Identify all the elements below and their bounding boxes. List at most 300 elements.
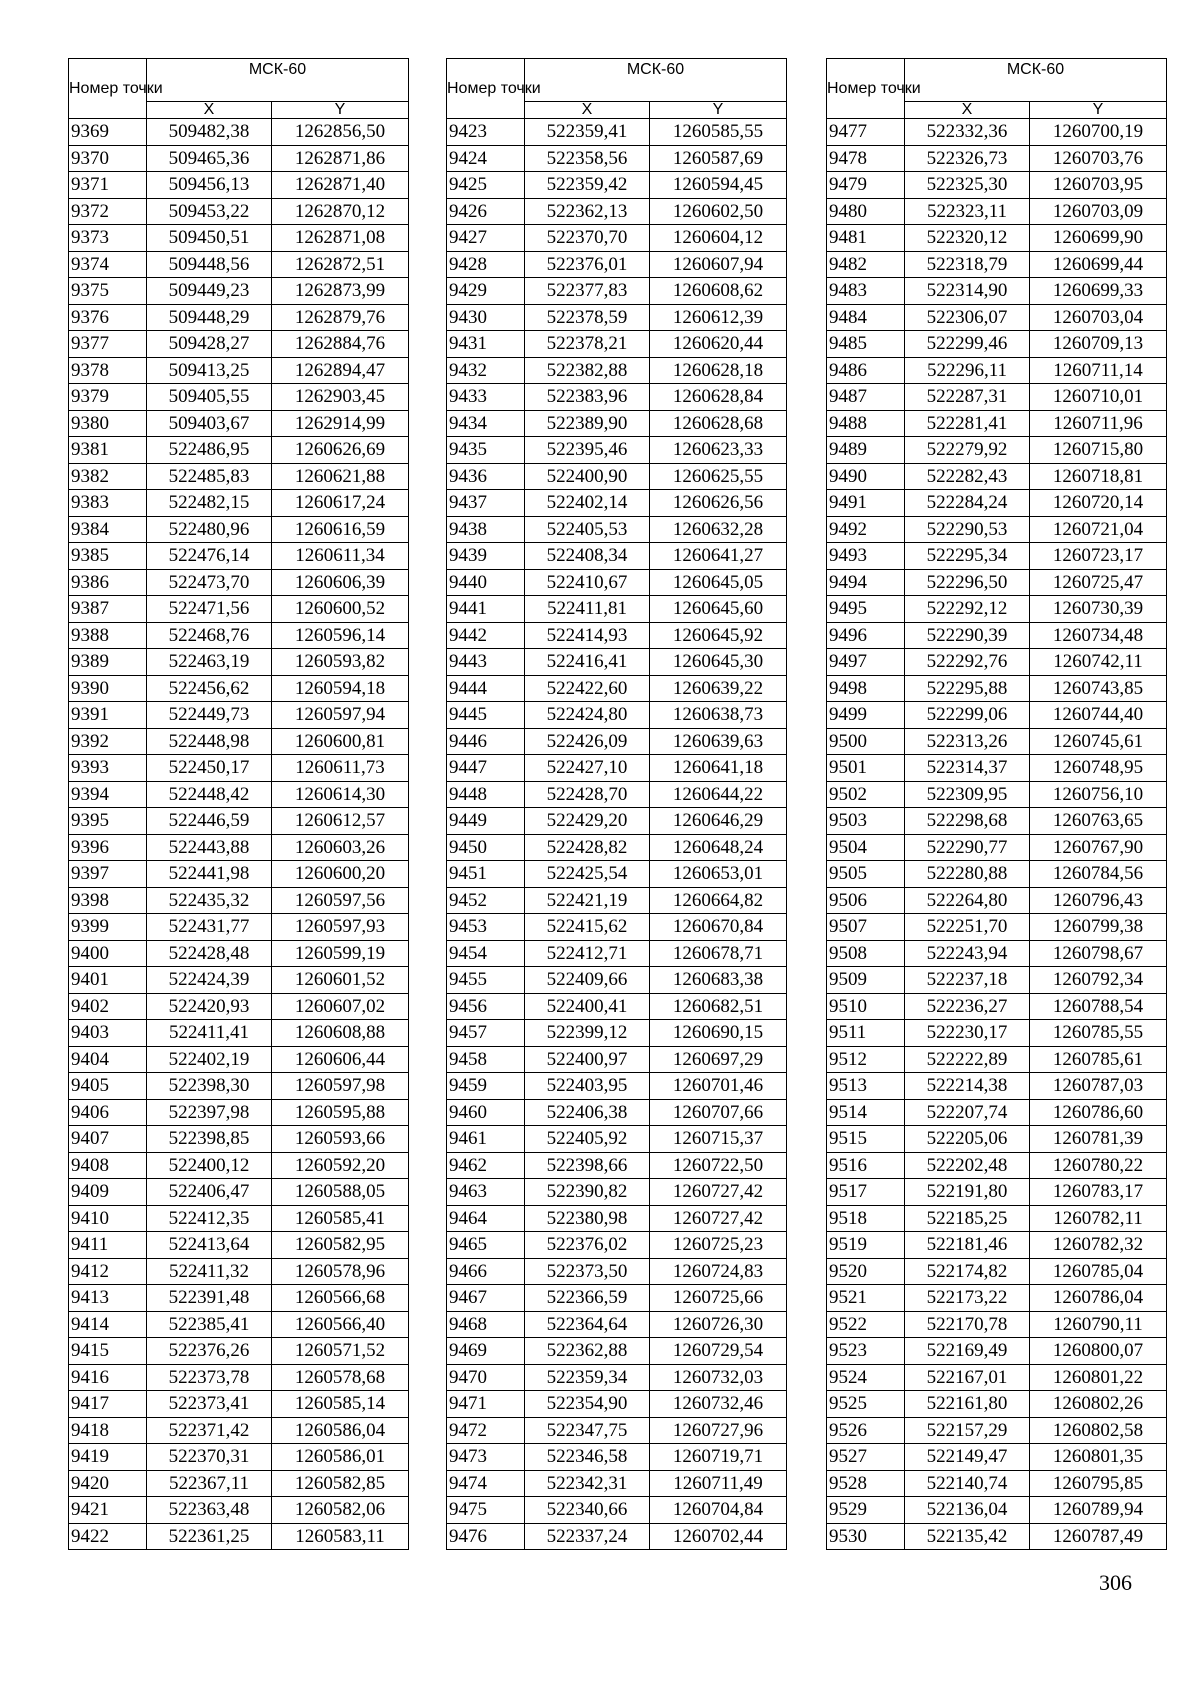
table-row: [447, 384, 787, 411]
x-coordinate-cell: 522359,42: [525, 172, 650, 199]
point-number-cell: 9410: [69, 1205, 147, 1232]
x-coordinate-cell: 509449,23: [147, 278, 272, 305]
y-coordinate-cell: 1260601,52: [272, 967, 409, 994]
table-row: [69, 1258, 409, 1285]
x-coordinate-cell: 522347,75: [525, 1417, 650, 1444]
table-row: [69, 1179, 409, 1206]
y-coordinate-cell: 1260790,11: [1030, 1311, 1167, 1338]
point-number-cell: 9407: [69, 1126, 147, 1153]
y-coordinate-cell: 1260600,20: [272, 861, 409, 888]
coordinate-system-header: МСК-60: [147, 59, 409, 102]
y-coordinate-cell: 1260727,42: [650, 1205, 787, 1232]
x-coordinate-cell: 522191,80: [905, 1179, 1030, 1206]
y-coordinate-cell: 1260785,61: [1030, 1046, 1167, 1073]
x-coordinate-cell: 522383,96: [525, 384, 650, 411]
point-number-cell: 9411: [69, 1232, 147, 1259]
point-number-header: Номер точки: [69, 59, 147, 119]
table-row: [69, 1099, 409, 1126]
x-coordinate-cell: 522405,53: [525, 516, 650, 543]
point-number-cell: 9500: [827, 728, 905, 755]
x-coordinate-cell: 522373,50: [525, 1258, 650, 1285]
y-coordinate-cell: 1260800,07: [1030, 1338, 1167, 1365]
x-coordinate-cell: 522420,93: [147, 993, 272, 1020]
y-coordinate-cell: 1260700,19: [1030, 119, 1167, 146]
x-coordinate-cell: 522323,11: [905, 198, 1030, 225]
x-coordinate-cell: 509428,27: [147, 331, 272, 358]
table-row: [69, 543, 409, 570]
coordinate-table-1: [68, 58, 409, 1550]
y-column-header: Y: [1030, 102, 1167, 119]
table-row: [447, 119, 787, 146]
y-coordinate-cell: 1260785,04: [1030, 1258, 1167, 1285]
point-number-cell: 9381: [69, 437, 147, 464]
point-number-cell: 9524: [827, 1364, 905, 1391]
y-coordinate-cell: 1262871,40: [272, 172, 409, 199]
point-number-cell: 9389: [69, 649, 147, 676]
table-row: [827, 145, 1167, 172]
y-coordinate-cell: 1260780,22: [1030, 1152, 1167, 1179]
table-row: [827, 490, 1167, 517]
y-coordinate-cell: 1260607,02: [272, 993, 409, 1020]
y-coordinate-cell: 1260621,88: [272, 463, 409, 490]
table-row: [69, 490, 409, 517]
point-number-cell: 9394: [69, 781, 147, 808]
point-number-cell: 9499: [827, 702, 905, 729]
table-row: [69, 463, 409, 490]
table-row: [827, 543, 1167, 570]
table-row: [69, 1285, 409, 1312]
x-coordinate-cell: 522486,95: [147, 437, 272, 464]
point-number-cell: 9502: [827, 781, 905, 808]
y-coordinate-cell: 1260586,01: [272, 1444, 409, 1471]
y-coordinate-cell: 1262872,51: [272, 251, 409, 278]
x-coordinate-cell: 522424,80: [525, 702, 650, 729]
table-row: [447, 1073, 787, 1100]
point-number-cell: 9436: [447, 463, 525, 490]
y-coordinate-cell: 1260639,63: [650, 728, 787, 755]
point-number-cell: 9516: [827, 1152, 905, 1179]
table-row: [69, 728, 409, 755]
table-row: [447, 649, 787, 676]
x-coordinate-cell: 522361,25: [147, 1523, 272, 1550]
y-column-header: Y: [272, 102, 409, 119]
x-coordinate-cell: 522378,21: [525, 331, 650, 358]
table-row: [447, 225, 787, 252]
table-row: [447, 437, 787, 464]
x-coordinate-cell: 522414,93: [525, 622, 650, 649]
point-number-cell: 9468: [447, 1311, 525, 1338]
table-row: [447, 1417, 787, 1444]
y-coordinate-cell: 1262894,47: [272, 357, 409, 384]
x-coordinate-cell: 522397,98: [147, 1099, 272, 1126]
table-row: [447, 1364, 787, 1391]
table-row: [827, 967, 1167, 994]
x-coordinate-cell: 522298,68: [905, 808, 1030, 835]
table-row: [827, 1497, 1167, 1524]
y-coordinate-cell: 1260697,29: [650, 1046, 787, 1073]
y-coordinate-cell: 1260802,26: [1030, 1391, 1167, 1418]
table-row: [69, 702, 409, 729]
table-row: [827, 1258, 1167, 1285]
point-number-cell: 9431: [447, 331, 525, 358]
x-coordinate-cell: 522406,47: [147, 1179, 272, 1206]
y-coordinate-cell: 1260586,04: [272, 1417, 409, 1444]
point-number-cell: 9422: [69, 1523, 147, 1550]
table-row: [69, 251, 409, 278]
y-coordinate-cell: 1260784,56: [1030, 861, 1167, 888]
point-number-cell: 9479: [827, 172, 905, 199]
table-row: [69, 384, 409, 411]
table-row: [69, 887, 409, 914]
point-number-cell: 9527: [827, 1444, 905, 1471]
point-number-cell: 9449: [447, 808, 525, 835]
table-row: [447, 1205, 787, 1232]
coordinate-system-header: МСК-60: [525, 59, 787, 102]
y-coordinate-cell: 1260720,14: [1030, 490, 1167, 517]
point-number-cell: 9438: [447, 516, 525, 543]
x-coordinate-cell: 522320,12: [905, 225, 1030, 252]
x-coordinate-cell: 522295,88: [905, 675, 1030, 702]
x-coordinate-cell: 509456,13: [147, 172, 272, 199]
table-row: [69, 1205, 409, 1232]
y-coordinate-cell: 1260734,48: [1030, 622, 1167, 649]
y-coordinate-cell: 1260767,90: [1030, 834, 1167, 861]
point-number-cell: 9425: [447, 172, 525, 199]
x-coordinate-cell: 522326,73: [905, 145, 1030, 172]
point-number-cell: 9503: [827, 808, 905, 835]
table-row: [69, 622, 409, 649]
y-coordinate-cell: 1260670,84: [650, 914, 787, 941]
table-row: [69, 1073, 409, 1100]
table-row: [447, 1020, 787, 1047]
table-row: [827, 781, 1167, 808]
point-number-cell: 9395: [69, 808, 147, 835]
y-coordinate-cell: 1260626,56: [650, 490, 787, 517]
y-coordinate-cell: 1260787,49: [1030, 1523, 1167, 1550]
x-coordinate-cell: 522450,17: [147, 755, 272, 782]
y-coordinate-cell: 1260690,15: [650, 1020, 787, 1047]
table-row: [827, 1285, 1167, 1312]
x-coordinate-cell: 522340,66: [525, 1497, 650, 1524]
point-number-cell: 9387: [69, 596, 147, 623]
y-coordinate-cell: 1262856,50: [272, 119, 409, 146]
x-coordinate-cell: 522395,46: [525, 437, 650, 464]
point-number-cell: 9397: [69, 861, 147, 888]
table-row: [827, 1232, 1167, 1259]
table-row: [827, 331, 1167, 358]
table-row: [447, 357, 787, 384]
y-coordinate-cell: 1260641,27: [650, 543, 787, 570]
x-coordinate-cell: 522415,62: [525, 914, 650, 941]
table-row: [827, 1338, 1167, 1365]
coordinate-table-3: [826, 58, 1167, 1550]
y-coordinate-cell: 1260645,05: [650, 569, 787, 596]
x-coordinate-cell: 522406,38: [525, 1099, 650, 1126]
y-coordinate-cell: 1260597,93: [272, 914, 409, 941]
table-row: [447, 808, 787, 835]
x-coordinate-cell: 522482,15: [147, 490, 272, 517]
point-number-cell: 9501: [827, 755, 905, 782]
point-number-cell: 9460: [447, 1099, 525, 1126]
point-number-cell: 9383: [69, 490, 147, 517]
table-row: [447, 331, 787, 358]
point-number-cell: 9530: [827, 1523, 905, 1550]
x-coordinate-cell: 522236,27: [905, 993, 1030, 1020]
x-column-header: X: [905, 102, 1030, 119]
table-row: [827, 702, 1167, 729]
point-number-cell: 9467: [447, 1285, 525, 1312]
y-coordinate-cell: 1260625,55: [650, 463, 787, 490]
point-number-cell: 9429: [447, 278, 525, 305]
x-coordinate-cell: 522290,77: [905, 834, 1030, 861]
table-row: [447, 543, 787, 570]
x-coordinate-cell: 522446,59: [147, 808, 272, 835]
point-number-cell: 9427: [447, 225, 525, 252]
x-column-header: X: [525, 102, 650, 119]
y-coordinate-cell: 1260612,39: [650, 304, 787, 331]
point-number-cell: 9453: [447, 914, 525, 941]
x-coordinate-cell: 522296,11: [905, 357, 1030, 384]
y-coordinate-cell: 1260596,14: [272, 622, 409, 649]
x-coordinate-cell: 509405,55: [147, 384, 272, 411]
y-coordinate-cell: 1260628,84: [650, 384, 787, 411]
y-coordinate-cell: 1260703,04: [1030, 304, 1167, 331]
x-coordinate-cell: 522400,97: [525, 1046, 650, 1073]
y-coordinate-cell: 1260587,69: [650, 145, 787, 172]
point-number-cell: 9379: [69, 384, 147, 411]
table-row: [447, 1258, 787, 1285]
y-coordinate-cell: 1260638,73: [650, 702, 787, 729]
y-coordinate-cell: 1260585,55: [650, 119, 787, 146]
table-row: [827, 516, 1167, 543]
x-coordinate-cell: 522243,94: [905, 940, 1030, 967]
point-number-cell: 9493: [827, 543, 905, 570]
point-number-cell: 9380: [69, 410, 147, 437]
point-number-cell: 9478: [827, 145, 905, 172]
point-number-cell: 9512: [827, 1046, 905, 1073]
table-row: [69, 1338, 409, 1365]
point-number-cell: 9373: [69, 225, 147, 252]
point-number-cell: 9413: [69, 1285, 147, 1312]
table-row: [827, 437, 1167, 464]
point-number-cell: 9481: [827, 225, 905, 252]
y-coordinate-cell: 1260711,14: [1030, 357, 1167, 384]
table-row: [69, 675, 409, 702]
table-row: [447, 1338, 787, 1365]
point-number-cell: 9483: [827, 278, 905, 305]
x-coordinate-cell: 522425,54: [525, 861, 650, 888]
x-coordinate-cell: 522161,80: [905, 1391, 1030, 1418]
point-number-cell: 9418: [69, 1417, 147, 1444]
y-coordinate-cell: 1260724,83: [650, 1258, 787, 1285]
y-coordinate-cell: 1260796,43: [1030, 887, 1167, 914]
table-row: [827, 304, 1167, 331]
x-coordinate-cell: 522173,22: [905, 1285, 1030, 1312]
y-coordinate-cell: 1260623,33: [650, 437, 787, 464]
table-row: [827, 225, 1167, 252]
point-number-cell: 9384: [69, 516, 147, 543]
point-number-cell: 9485: [827, 331, 905, 358]
y-coordinate-cell: 1260792,34: [1030, 967, 1167, 994]
y-coordinate-cell: 1260597,56: [272, 887, 409, 914]
x-coordinate-cell: 522402,19: [147, 1046, 272, 1073]
point-number-cell: 9448: [447, 781, 525, 808]
y-coordinate-cell: 1260607,94: [650, 251, 787, 278]
table-row: [827, 569, 1167, 596]
y-coordinate-cell: 1260600,52: [272, 596, 409, 623]
y-coordinate-cell: 1262873,99: [272, 278, 409, 305]
y-coordinate-cell: 1260787,03: [1030, 1073, 1167, 1100]
x-coordinate-cell: 522413,64: [147, 1232, 272, 1259]
point-number-cell: 9402: [69, 993, 147, 1020]
x-coordinate-cell: 509448,29: [147, 304, 272, 331]
table-row: [69, 1020, 409, 1047]
y-coordinate-cell: 1260664,82: [650, 887, 787, 914]
x-coordinate-cell: 522169,49: [905, 1338, 1030, 1365]
point-number-cell: 9463: [447, 1179, 525, 1206]
y-coordinate-cell: 1260620,44: [650, 331, 787, 358]
x-coordinate-cell: 522411,32: [147, 1258, 272, 1285]
table-row: [69, 1152, 409, 1179]
x-coordinate-cell: 522205,06: [905, 1126, 1030, 1153]
point-number-cell: 9404: [69, 1046, 147, 1073]
point-number-cell: 9442: [447, 622, 525, 649]
point-number-cell: 9473: [447, 1444, 525, 1471]
y-coordinate-cell: 1260602,50: [650, 198, 787, 225]
point-number-cell: 9510: [827, 993, 905, 1020]
y-coordinate-cell: 1260600,81: [272, 728, 409, 755]
table-row: [827, 463, 1167, 490]
x-coordinate-cell: 522287,31: [905, 384, 1030, 411]
table-row: [447, 278, 787, 305]
x-coordinate-cell: 522412,35: [147, 1205, 272, 1232]
point-number-cell: 9370: [69, 145, 147, 172]
y-coordinate-cell: 1260583,11: [272, 1523, 409, 1550]
y-coordinate-cell: 1260597,94: [272, 702, 409, 729]
y-coordinate-cell: 1260612,57: [272, 808, 409, 835]
table-row: [827, 1417, 1167, 1444]
point-number-cell: 9475: [447, 1497, 525, 1524]
table-row: [827, 357, 1167, 384]
point-number-cell: 9374: [69, 251, 147, 278]
table-row: [827, 410, 1167, 437]
y-coordinate-cell: 1260645,30: [650, 649, 787, 676]
table-row: [69, 304, 409, 331]
y-coordinate-cell: 1260719,71: [650, 1444, 787, 1471]
point-number-cell: 9414: [69, 1311, 147, 1338]
table-row: [447, 463, 787, 490]
x-coordinate-cell: 522354,90: [525, 1391, 650, 1418]
x-coordinate-cell: 522382,88: [525, 357, 650, 384]
point-number-cell: 9376: [69, 304, 147, 331]
x-coordinate-cell: 522402,14: [525, 490, 650, 517]
x-coordinate-cell: 522410,67: [525, 569, 650, 596]
x-coordinate-cell: 522358,56: [525, 145, 650, 172]
point-number-cell: 9490: [827, 463, 905, 490]
x-coordinate-cell: 522290,39: [905, 622, 1030, 649]
x-coordinate-cell: 522309,95: [905, 781, 1030, 808]
x-coordinate-cell: 522149,47: [905, 1444, 1030, 1471]
y-coordinate-cell: 1260641,18: [650, 755, 787, 782]
x-coordinate-cell: 522313,26: [905, 728, 1030, 755]
y-coordinate-cell: 1260701,46: [650, 1073, 787, 1100]
point-number-cell: 9522: [827, 1311, 905, 1338]
x-coordinate-cell: 522426,09: [525, 728, 650, 755]
point-number-cell: 9405: [69, 1073, 147, 1100]
y-coordinate-cell: 1260578,68: [272, 1364, 409, 1391]
x-coordinate-cell: 522376,26: [147, 1338, 272, 1365]
table-row: [827, 1020, 1167, 1047]
x-coordinate-cell: 522398,66: [525, 1152, 650, 1179]
point-number-cell: 9415: [69, 1338, 147, 1365]
x-coordinate-cell: 522237,18: [905, 967, 1030, 994]
x-coordinate-cell: 522230,17: [905, 1020, 1030, 1047]
point-number-cell: 9375: [69, 278, 147, 305]
point-number-cell: 9491: [827, 490, 905, 517]
y-coordinate-cell: 1260788,54: [1030, 993, 1167, 1020]
table-row: [447, 834, 787, 861]
point-number-cell: 9386: [69, 569, 147, 596]
y-coordinate-cell: 1260644,22: [650, 781, 787, 808]
table-row: [69, 967, 409, 994]
point-number-cell: 9464: [447, 1205, 525, 1232]
x-coordinate-cell: 522428,82: [525, 834, 650, 861]
point-number-cell: 9507: [827, 914, 905, 941]
y-coordinate-cell: 1260798,67: [1030, 940, 1167, 967]
point-number-cell: 9523: [827, 1338, 905, 1365]
y-coordinate-cell: 1260802,58: [1030, 1417, 1167, 1444]
point-number-cell: 9445: [447, 702, 525, 729]
table-row: [827, 940, 1167, 967]
table-row: [827, 755, 1167, 782]
x-coordinate-cell: 522337,24: [525, 1523, 650, 1550]
point-number-cell: 9487: [827, 384, 905, 411]
table-row: [447, 304, 787, 331]
y-coordinate-cell: 1260617,24: [272, 490, 409, 517]
x-coordinate-cell: 522376,01: [525, 251, 650, 278]
x-coordinate-cell: 522282,43: [905, 463, 1030, 490]
y-coordinate-cell: 1260722,50: [650, 1152, 787, 1179]
x-coordinate-cell: 522409,66: [525, 967, 650, 994]
point-number-cell: 9469: [447, 1338, 525, 1365]
x-coordinate-cell: 509413,25: [147, 357, 272, 384]
point-number-cell: 9377: [69, 331, 147, 358]
point-number-cell: 9494: [827, 569, 905, 596]
table-row: [447, 569, 787, 596]
y-coordinate-cell: 1260725,66: [650, 1285, 787, 1312]
table-row: [827, 861, 1167, 888]
x-coordinate-cell: 522476,14: [147, 543, 272, 570]
point-number-cell: 9417: [69, 1391, 147, 1418]
y-coordinate-cell: 1260727,42: [650, 1179, 787, 1206]
x-coordinate-cell: 522314,37: [905, 755, 1030, 782]
x-coordinate-cell: 522429,20: [525, 808, 650, 835]
y-coordinate-cell: 1260566,68: [272, 1285, 409, 1312]
table-row: [69, 1417, 409, 1444]
point-number-cell: 9529: [827, 1497, 905, 1524]
table-row: [69, 331, 409, 358]
x-coordinate-cell: 522471,56: [147, 596, 272, 623]
y-coordinate-cell: 1260732,03: [650, 1364, 787, 1391]
point-number-cell: 9423: [447, 119, 525, 146]
table-row: [447, 728, 787, 755]
x-coordinate-cell: 522251,70: [905, 914, 1030, 941]
y-coordinate-cell: 1260710,01: [1030, 384, 1167, 411]
table-row: [447, 198, 787, 225]
point-number-cell: 9451: [447, 861, 525, 888]
y-coordinate-cell: 1260595,88: [272, 1099, 409, 1126]
x-coordinate-cell: 522378,59: [525, 304, 650, 331]
